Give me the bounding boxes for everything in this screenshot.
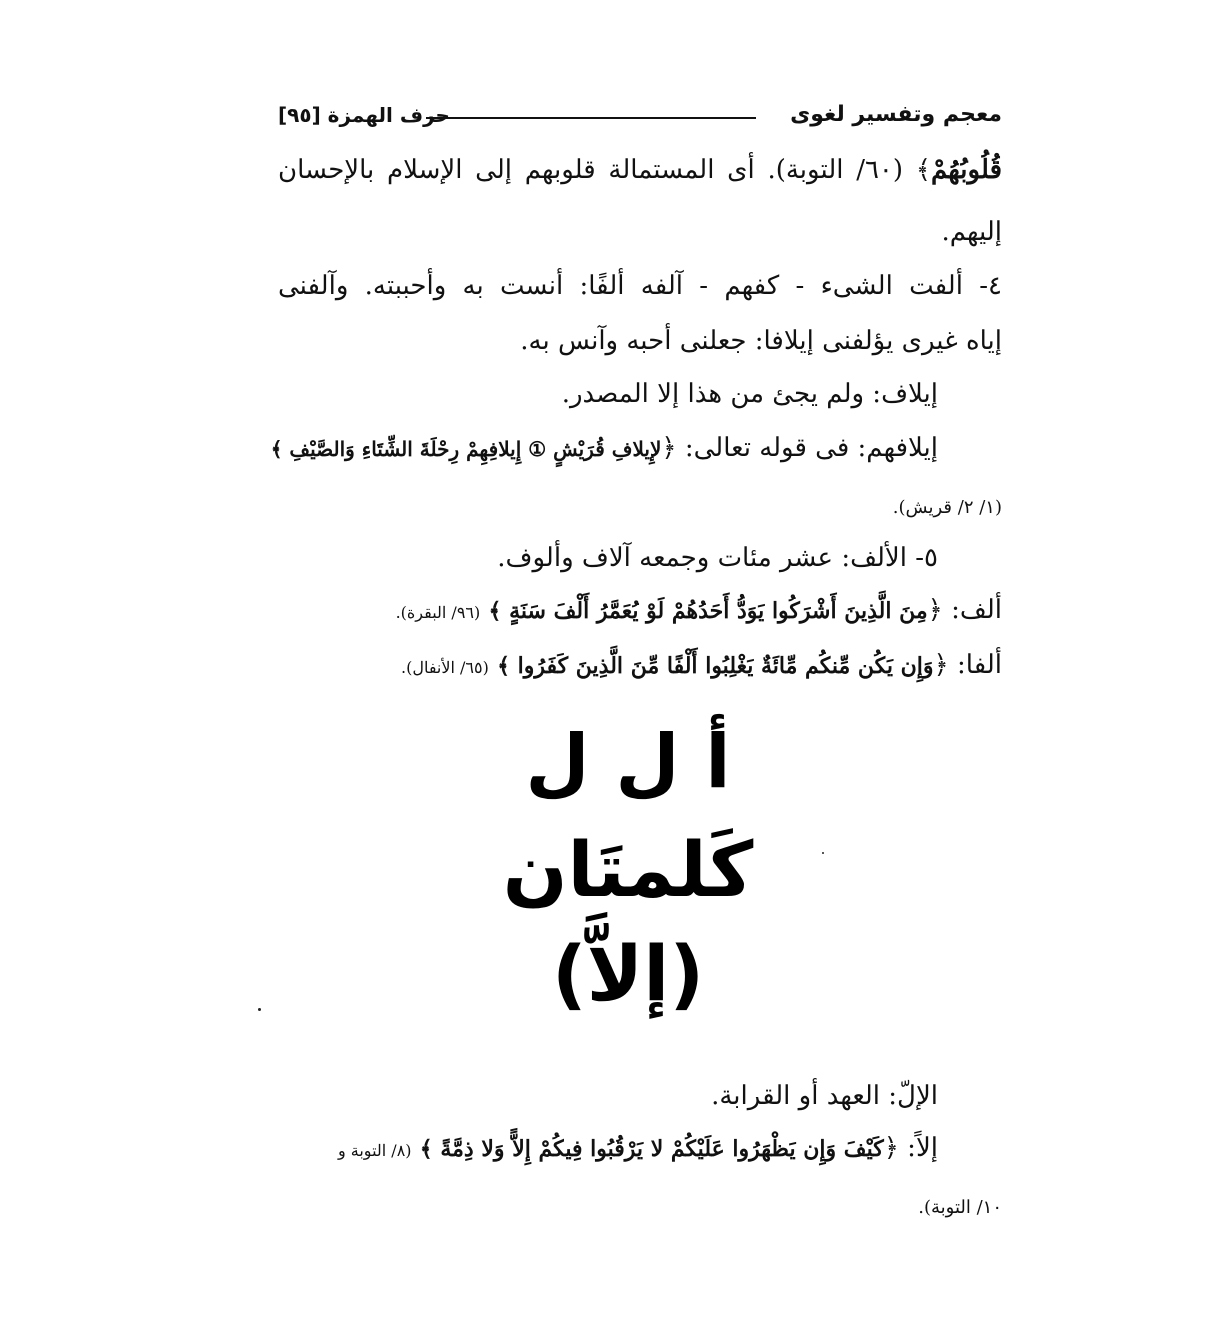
definition-line-3: ١٠/ التوبة). xyxy=(918,1197,1002,1218)
entry-subtitle: كَلمتَان xyxy=(502,825,754,914)
quran-verse: وَإِن يَكُن مِّنكُم مِّائَةٌ يَغْلِبُوا أَلْفًا مِّنَ الَّذِينَ كَفَرُوا ﴾ xyxy=(497,653,934,679)
text-fragment: إيلافهم: فى قوله تعالى: ﴿ xyxy=(661,433,938,463)
verse-reference: (٦٥/ الأنفال). xyxy=(401,658,489,677)
definition-line-1: الإلّ: العهد أو القرابة. xyxy=(711,1081,938,1111)
text-line-6 xyxy=(271,428,938,469)
book-title: معجم وتفسير لغوى xyxy=(790,102,1002,127)
section-label: حرف الهمزة [٩٥] xyxy=(278,103,450,127)
quran-word: قُلُوبُهُمْ xyxy=(931,155,1002,185)
header-rule xyxy=(426,117,756,119)
scan-speck xyxy=(822,852,824,854)
text-fragment: ألف: ﴿ xyxy=(927,595,1002,625)
text-fragment: ألفا: ﴿ xyxy=(933,650,1002,680)
text-fragment: ﴾ (٦٠/ التوبة). أى المستمالة قلوبهم إلى الإسلام بالإحسان xyxy=(278,155,931,185)
entry-root: أ ل ل xyxy=(525,719,731,805)
text-line-7: (١/ ٢/ قريش). xyxy=(892,497,1002,518)
text-line-5: إيلاف: ولم يجئ من هذا إلا المصدر. xyxy=(561,379,938,409)
scan-speck xyxy=(258,1008,261,1011)
text-line-9 xyxy=(396,590,1002,633)
verse-reference: (٩٦/ البقرة). xyxy=(395,603,481,622)
page-header xyxy=(278,98,1002,132)
quran-verse: مِنَ الَّذِينَ أَشْرَكُوا يَوَدُّ أَحَدُهُمْ لَوْ يُعَمَّرُ أَلْفَ سَنَةٍ ﴾ xyxy=(488,598,928,624)
quran-verse: لإِيلافِ قُرَيْشٍ ① إِيلافِهِمْ رِحْلَةَ الشِّتَاءِ وَالصَّيْفِ ﴾ xyxy=(270,437,662,461)
verse-reference: (٨/ التوبة و xyxy=(337,1141,412,1160)
text-line-3: ٤- ألفت الشىء - كفهم - آلفه ألفًا: أنست به وأحببته. وآلفنى xyxy=(278,271,1002,301)
text-line-10 xyxy=(401,645,1002,688)
quran-verse: كَيْفَ وَإِن يَظْهَرُوا عَلَيْكُمْ لا يَرْقُبُوا فِيكُمْ إِلاًّ وَلا ذِمَّةً ﴾ xyxy=(419,1136,884,1162)
entry-word: (إلاَّ) xyxy=(551,929,705,1018)
text-fragment: إلاً: ﴿ xyxy=(883,1133,938,1163)
definition-line-2 xyxy=(338,1128,938,1171)
text-line-2: إليهم. xyxy=(941,217,1002,247)
text-line-4: إياه غيرى يؤلفنى إيلافا: جعلنى أحبه وآنس به. xyxy=(520,326,1002,356)
text-line-1 xyxy=(278,150,1002,190)
text-line-8: ٥- الألف: عشر مئات وجمعه آلاف وألوف. xyxy=(497,543,938,573)
